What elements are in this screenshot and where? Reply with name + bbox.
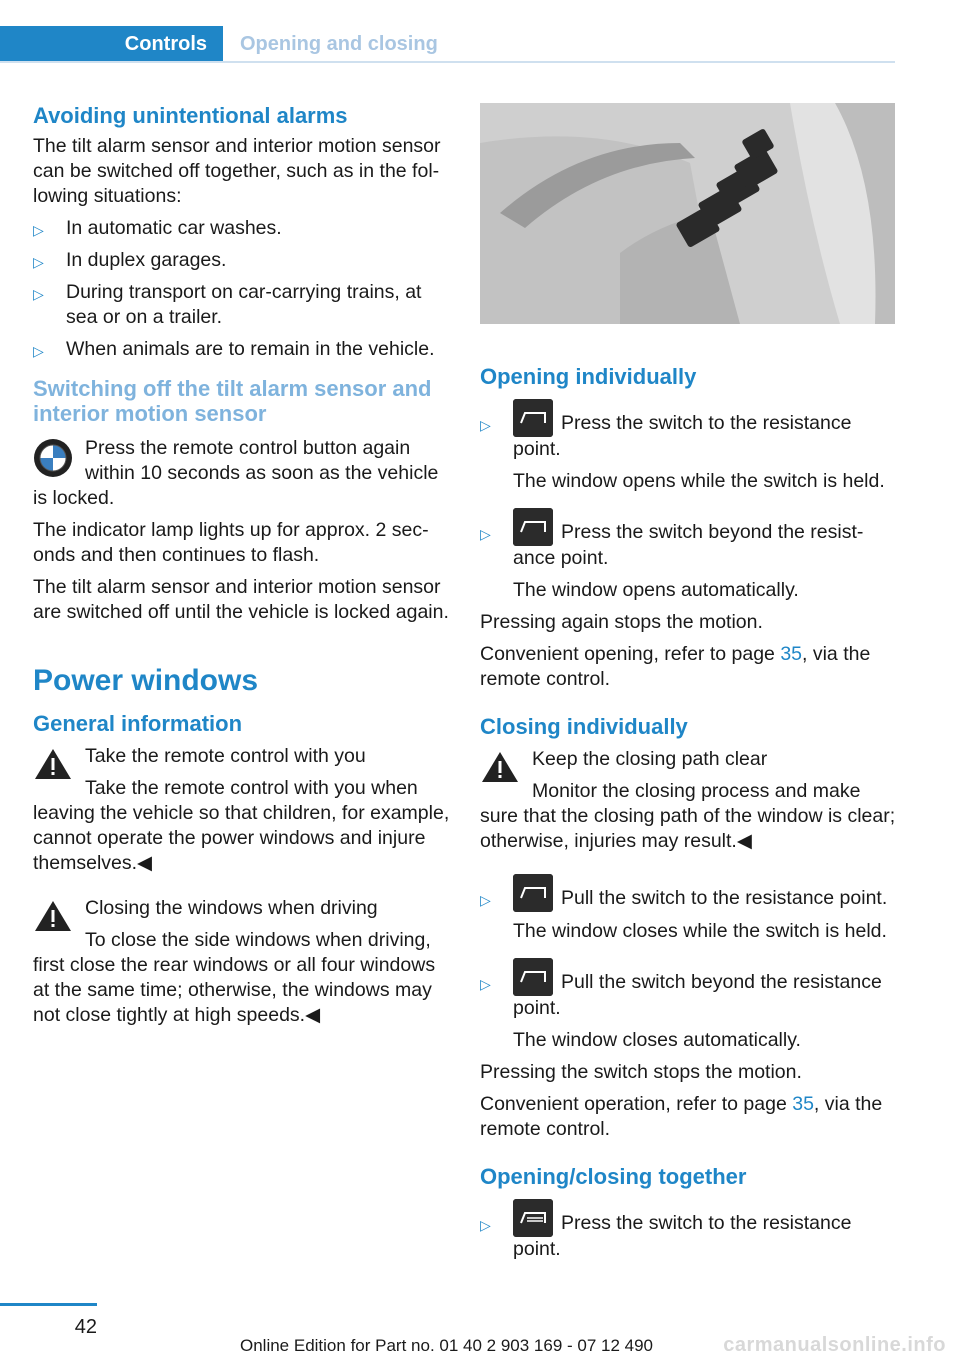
page-link[interactable]: 35 [792,1093,814,1115]
step-result: The window closes automatically. [513,1029,801,1051]
heading-opening-individually: Opening individually [480,364,697,389]
watermark: carmanualsonline.info [723,1334,946,1356]
heading-opening-closing-together: Opening/closing together [480,1164,747,1189]
header-divider [0,61,895,63]
paragraph-indicator: The indicator lamp lights up for approx. 2 sec-onds and then continues to flash. [33,519,429,566]
triangle-right-icon: ▷ [33,222,44,238]
triangle-right-icon: ▷ [480,417,491,433]
triangle-right-icon: ▷ [33,286,44,302]
window-switch-icon [513,958,553,996]
window-switch-icon [513,874,553,912]
footer-divider [0,1303,97,1306]
list-item: ▷ In duplex garages. [33,248,451,273]
header-tab-section[interactable]: Opening and closing [240,32,438,55]
list-item: ▷ When animals are to remain in the vehicle. [33,337,451,362]
door-panel-photo [480,103,895,324]
opening-steps [480,399,898,603]
warning-text-closing: Monitor the closing process and make sure that the closing path of the window is clear; otherwise, injuries may result.◀ [480,780,896,852]
paragraph-convenient-operation: Convenient operation, refer to page 35, via the remote control. [480,1093,883,1140]
step-result: The window opens automatically. [513,579,799,601]
list-item: ▷ Press the switch to the resistance point. [480,1199,898,1262]
situation-list [33,216,451,362]
heading-power-windows: Power windows [33,664,259,697]
warning-title-driving: Closing the windows when driving [85,897,378,919]
paragraph-avoiding: The tilt alarm sensor and interior motion sensor can be switched off together, such as in the fol-lowing situations: [33,135,441,207]
triangle-right-icon: ▷ [480,976,491,992]
right-column [480,103,898,1269]
together-steps [480,1199,898,1262]
header-tab-controls[interactable]: Controls [0,26,223,62]
warning-triangle-icon [33,898,73,934]
heading-general-information: General information [33,711,243,736]
paragraph-tilt-off: The tilt alarm sensor and interior motion sensor are switched off until the vehicle is locked again. [33,576,449,623]
list-item: ▷ In automatic car washes. [33,216,451,241]
list-item: ▷ Pull the switch to the resistance point. The window closes while the switch is held. [480,874,898,944]
heading-closing-individually: Closing individually [480,714,688,739]
paragraph-stops: Pressing again stops the motion. [480,611,763,633]
step-result: The window closes while the switch is held. [513,920,887,942]
triangle-right-icon: ▷ [480,526,491,542]
left-column [33,103,451,1035]
window-switch-icon [513,508,553,546]
paragraph-stops-switch: Pressing the switch stops the motion. [480,1061,802,1083]
list-item: ▷ Press the switch beyond the resist-ance point. The window opens automatically. [480,508,898,603]
list-item: ▷ Press the switch to the resistance point. The window opens while the switch is held. [480,399,898,494]
paragraph-press-remote: Press the remote control button again within 10 seconds as soon as the vehicle is locked. [33,437,439,509]
window-switch-icon [513,1199,553,1237]
paragraph-convenient-opening: Convenient opening, refer to page 35, via the remote control. [480,643,871,690]
window-switch-icon [513,399,553,437]
triangle-right-icon: ▷ [480,892,491,908]
list-item: ▷ Pull the switch beyond the resistance point. The window closes automatically. [480,958,898,1053]
bmw-logo-icon [33,438,73,478]
closing-steps [480,874,898,1053]
warning-title-remote: Take the remote control with you [85,745,366,767]
triangle-right-icon: ▷ [33,254,44,270]
warning-text-driving: To close the side windows when driving, first close the rear windows or all four windows at the same time; otherwise, the windows may not close tightly at high speeds.◀ [33,929,436,1026]
warning-triangle-icon [480,749,520,785]
edition-text: Online Edition for Part no. 01 40 2 903 169 - 07 12 490 [240,1336,654,1355]
triangle-right-icon: ▷ [33,343,44,359]
step-result: The window opens while the switch is held. [513,470,885,492]
heading-switching-off: Switching off the tilt alarm sensor and interior motion sensor [33,376,432,426]
heading-avoiding-alarms: Avoiding unintentional alarms [33,103,348,128]
warning-triangle-icon [33,746,73,782]
warning-text-remote: Take the remote control with you when leaving the vehicle so that children, for example, cannot operate the power windows and injure themselves.◀ [33,777,450,874]
page-link[interactable]: 35 [780,643,803,665]
page-number: 42 [74,1316,97,1338]
list-item: ▷ During transport on car-carrying trains, at sea or on a trailer. [33,281,422,328]
triangle-right-icon: ▷ [480,1217,491,1233]
warning-title-closing: Keep the closing path clear [532,748,768,770]
